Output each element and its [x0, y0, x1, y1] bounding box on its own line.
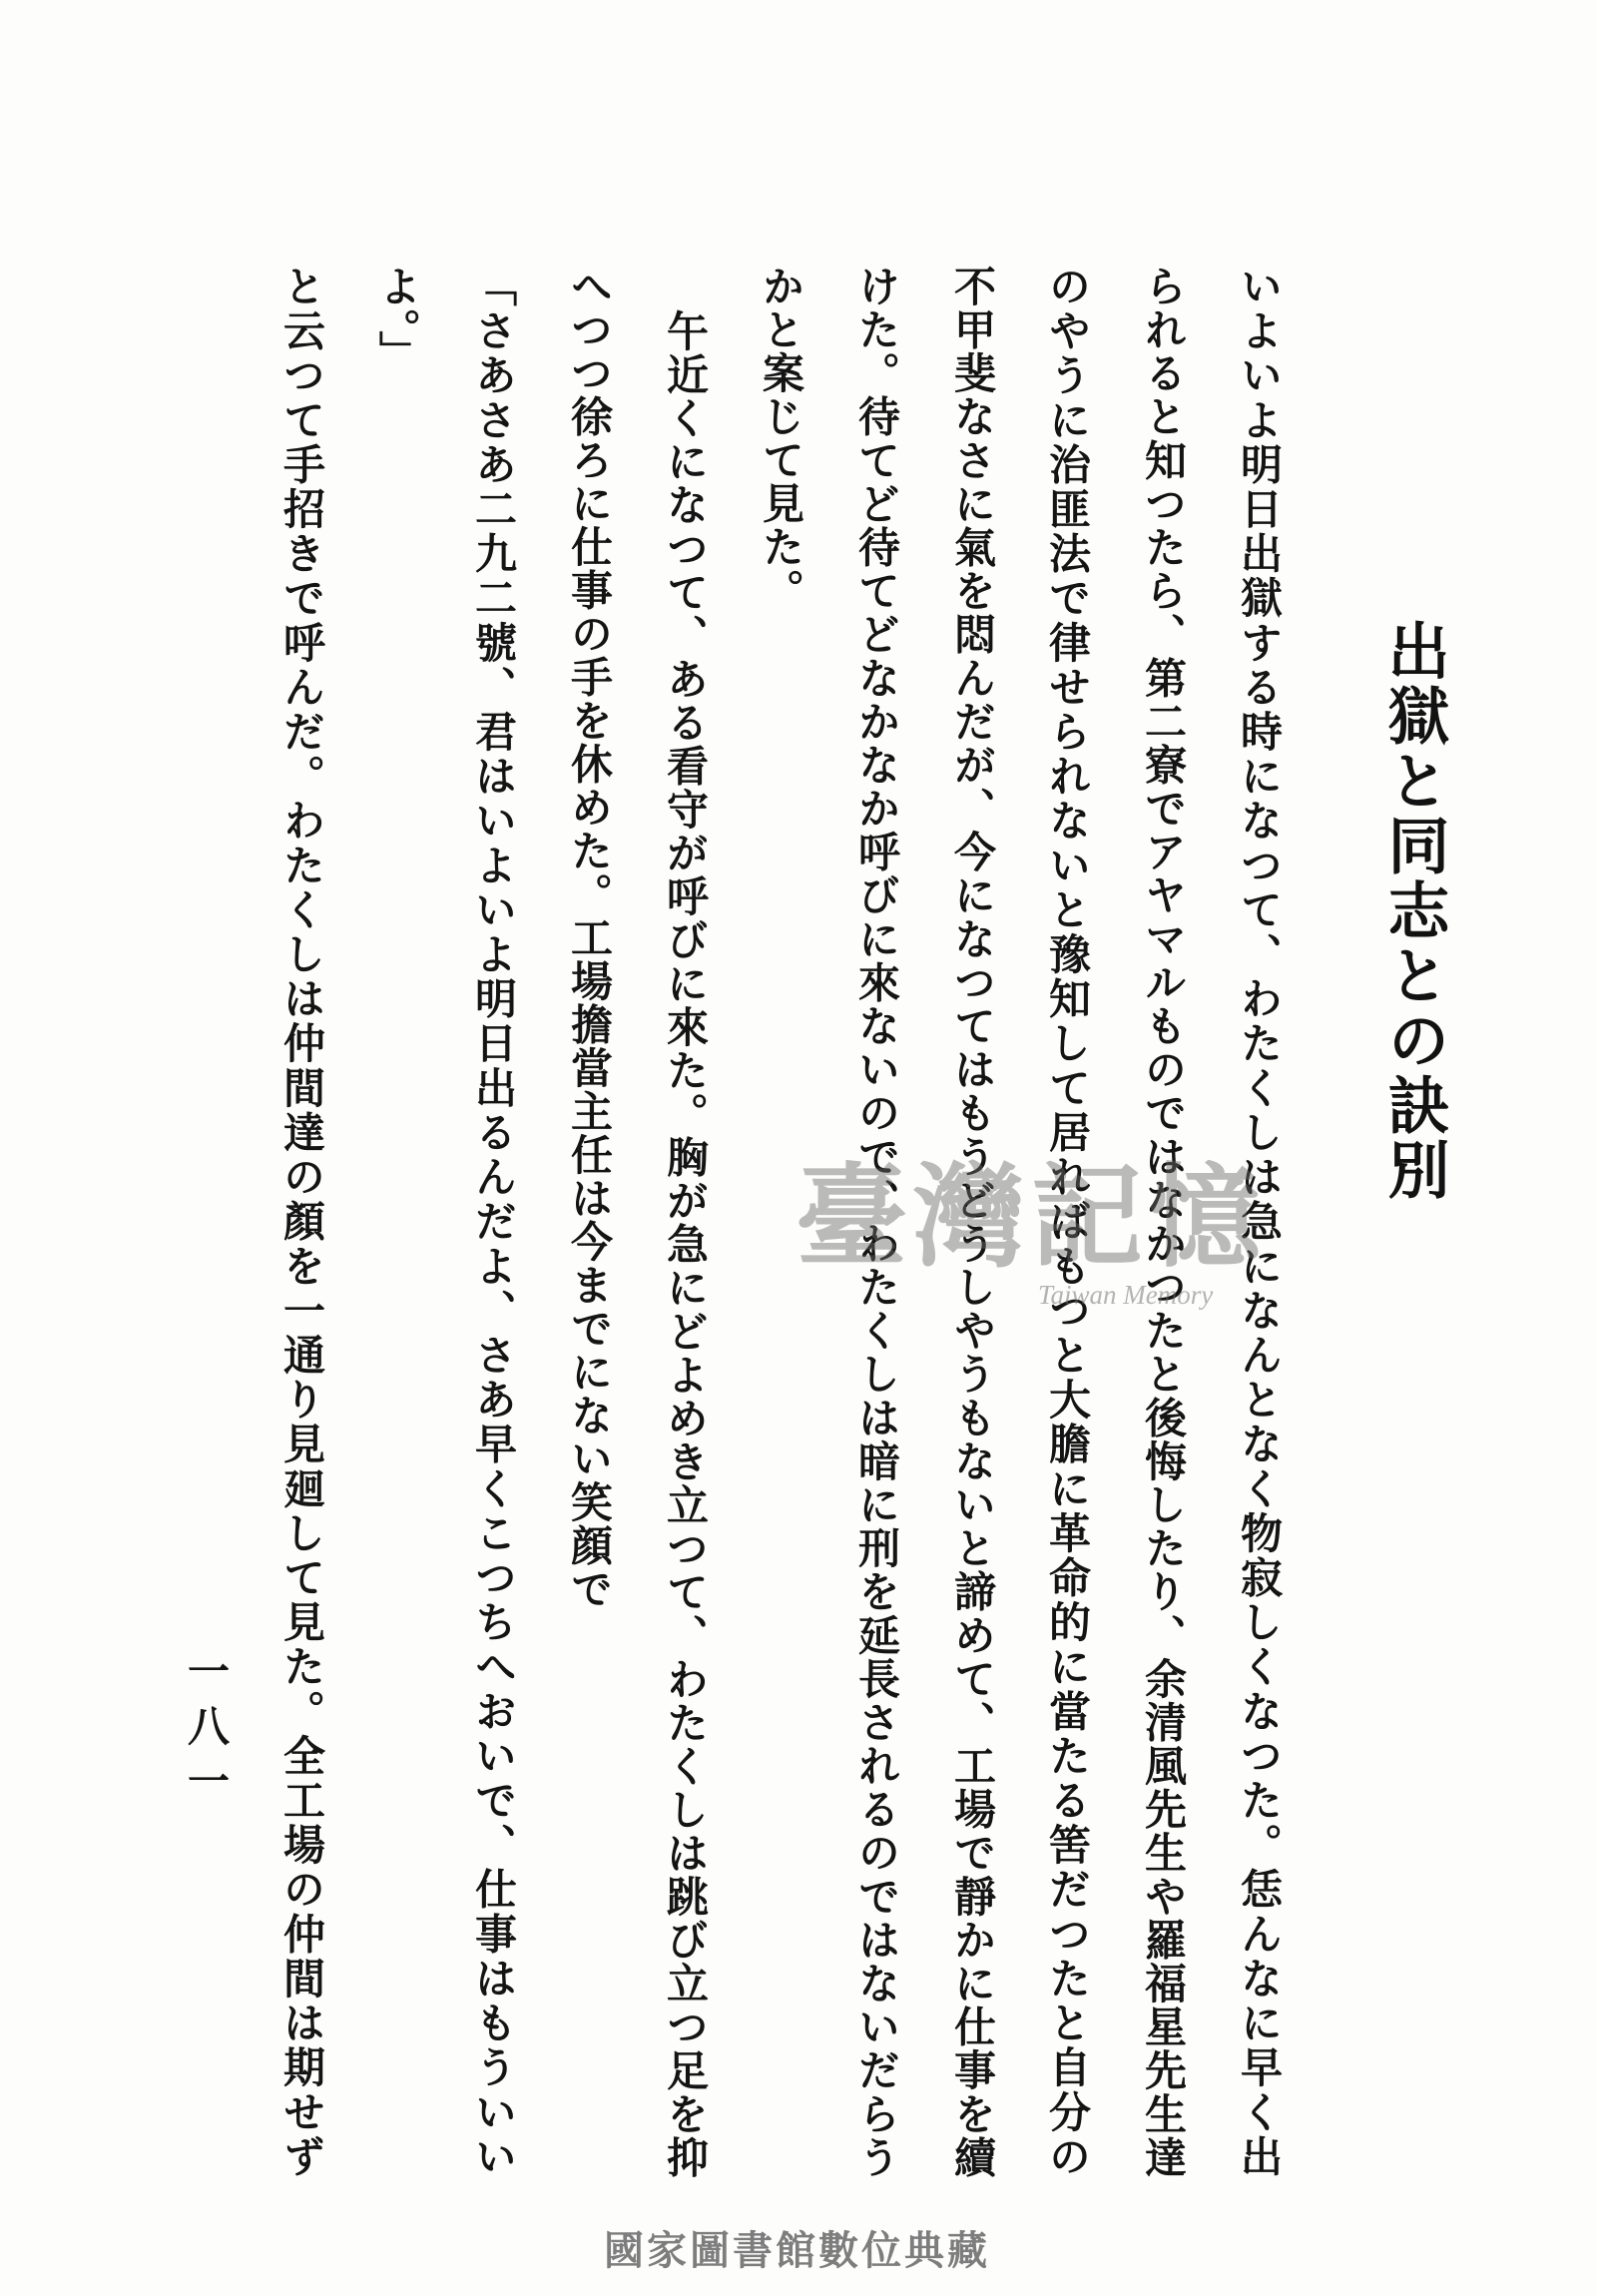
body-text-line: 「さあさあ二九二號、君はいよいよ明日出るんだよ、さあ早くこつちへおいで、仕事はもういい [469, 265, 518, 2179]
watermark-logo: 臺灣記憶 [796, 1152, 1267, 1283]
body-text-line: よ。」 [373, 265, 422, 374]
body-text-line: 不甲斐なさに氣を悶んだが、今になつてはもうどうしやうもないと諦めて、工場で靜かに仕事を續 [948, 265, 997, 2179]
body-text-line: 午近くになつて、ある看守が呼びに來た。胸が急にどよめき立つて、わたくしは跳び立つ足を抑 [661, 309, 710, 2179]
page-title: 出獄と同志との訣別 [1377, 619, 1450, 1203]
body-text-line: けた。待てど待てどなかなか呼びに來ないので、わたくしは暗に刑を延長されるのではないだらう [852, 265, 901, 2179]
page-number: 一八一 [182, 1649, 231, 1814]
body-text-line: かと案じて見た。 [757, 265, 805, 612]
body-text-line: られると知つたら、第二寮でアヤマルものではなかつたと後悔したり、余清風先生や羅福星先生達 [1139, 265, 1188, 2179]
body-text-line: と云つて手招きで呼んだ。わたくしは仲間達の顏を一通り見廻して見た。全工場の仲間は期せず [277, 265, 326, 2179]
body-text-line: へつつ徐ろに仕事の手を休めた。工場擔當主任は今までにない笑顔で [565, 265, 614, 1611]
archive-footer-label: 國家圖書館數位典藏 [604, 2228, 990, 2274]
body-text-line: いよいよ明日出獄する時になつて、わたくしは急になんとなく物寂しくなつた。恁んなに早く出 [1235, 265, 1284, 2179]
body-text-line: のやうに治匪法で律せられないと豫知して居ればもつと大膽に革命的に當たる筈だつたと自分の [1043, 265, 1092, 2179]
watermark-subtext: Taiwan Memory [1038, 1280, 1214, 1310]
